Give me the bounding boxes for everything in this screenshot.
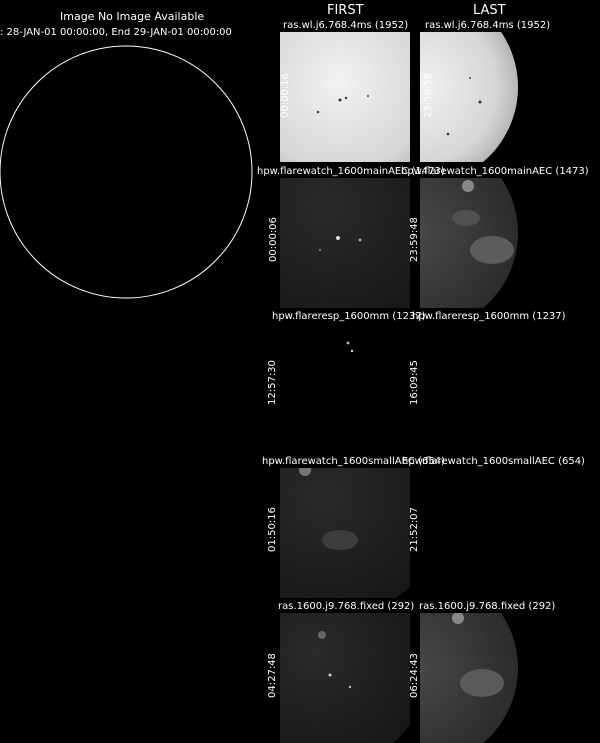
row3-first-time: 12:57:30 (267, 360, 278, 405)
row4-last-image[interactable] (420, 468, 550, 598)
row3-first-image[interactable] (280, 323, 410, 453)
column-header-first: FIRST (327, 3, 364, 18)
column-header-last: LAST (473, 3, 506, 18)
row4-first-label: hpw.flarewatch_1600smallAEC (654) (262, 456, 445, 467)
row1-first-label: ras.wl.j6.768.4ms (1952) (283, 20, 409, 31)
row4-last-time: 21:52:07 (409, 507, 420, 552)
row1-last-image[interactable] (420, 32, 550, 162)
solar-disk-outline (0, 43, 256, 303)
row2-last-time: 23:59:48 (409, 217, 420, 262)
row2-first-time: 00:00:06 (268, 217, 279, 262)
row5-first-time: 04:27:48 (267, 653, 278, 698)
row3-first-label: hpw.flareresp_1600mm (1237) (272, 311, 426, 322)
row5-first-image[interactable] (280, 613, 410, 743)
left-panel-title: Image No Image Available (60, 10, 205, 23)
row2-last-image[interactable] (420, 178, 550, 308)
row3-last-label: hpw.flareresp_1600mm (1237) (412, 311, 566, 322)
row2-first-image[interactable] (280, 178, 410, 308)
row5-last-image[interactable] (420, 613, 550, 743)
row5-first-label: ras.1600.j9.768.fixed (292) (278, 601, 415, 612)
row2-first-label: hpw.flarewatch_1600mainAEC (1473) (257, 166, 445, 177)
row1-first-time: 00:00:16 (280, 73, 291, 118)
row4-first-time: 01:50:16 (267, 507, 278, 552)
row3-last-time: 16:09:45 (409, 360, 420, 405)
row5-last-time: 06:24:43 (409, 653, 420, 698)
row1-last-label: ras.wl.j6.768.4ms (1952) (425, 20, 551, 31)
row4-last-label: hpw.flarewatch_1600smallAEC (654) (402, 456, 585, 467)
row1-first-image[interactable] (280, 32, 410, 162)
row4-first-image[interactable] (280, 468, 410, 598)
date-range-text: : 28-JAN-01 00:00:00, End 29-JAN-01 00:00:00 (0, 28, 232, 38)
row5-last-label: ras.1600.j9.768.fixed (292) (419, 601, 556, 612)
row1-last-time: 23:59:58 (423, 73, 434, 118)
row2-last-label: hpw.flarewatch_1600mainAEC (1473) (401, 166, 589, 177)
row3-last-image[interactable] (420, 323, 550, 453)
